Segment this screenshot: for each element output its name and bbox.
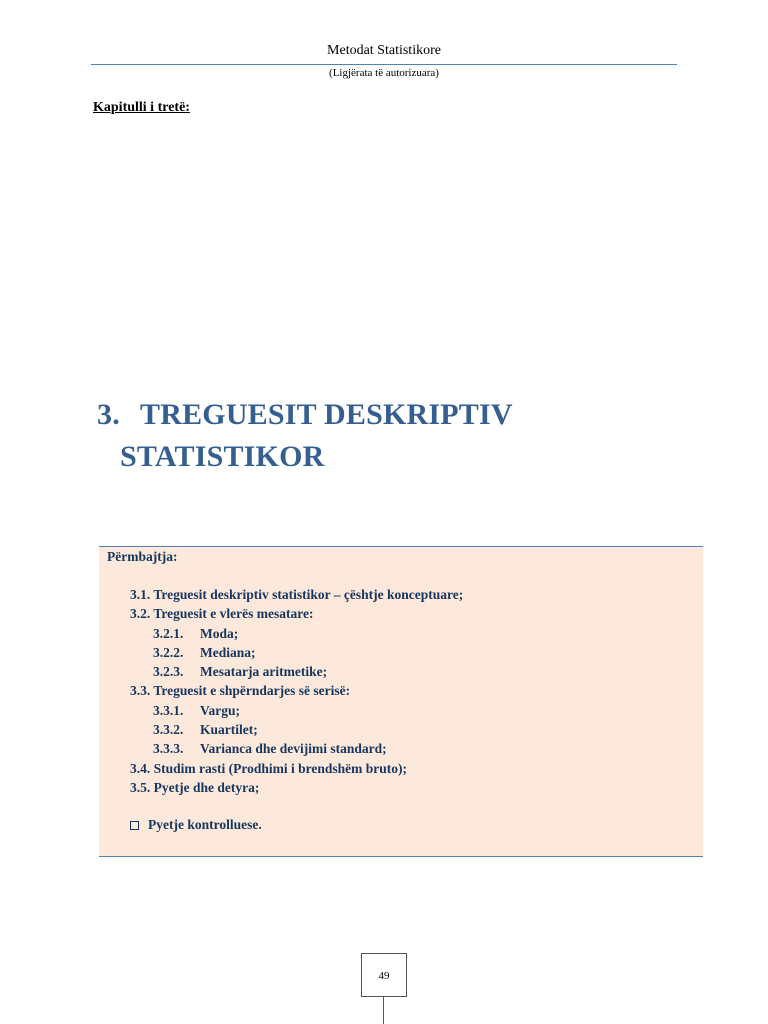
toc-item: 3.4. Studim rasti (Prodhimi i brendshëm bruto); bbox=[130, 760, 408, 776]
page-number: 49 bbox=[361, 953, 407, 997]
toc-item: 3.2.2. Mediana; bbox=[153, 644, 256, 660]
toc-item: 3.5. Pyetje dhe detyra; bbox=[130, 779, 260, 795]
toc-item: 3.2.1. Moda; bbox=[153, 625, 239, 641]
chapter-label: Kapitulli i tretë: bbox=[93, 100, 190, 115]
running-header-title: Metodat Statistikore bbox=[327, 43, 441, 58]
toc-item: 3.3. Treguesit e shpërndarjes së serisë: bbox=[130, 683, 351, 699]
toc-item: 3.2. Treguesit e vlerës mesatare: bbox=[130, 606, 314, 622]
toc-item: 3.1. Treguesit deskriptiv statistikor – çështje konceptuare; bbox=[130, 587, 464, 602]
chapter-title-line1: TREGUESIT DESKRIPTIV bbox=[140, 398, 513, 431]
toc-item: 3.3.1. Vargu; bbox=[153, 702, 241, 718]
chapter-number: 3. bbox=[97, 398, 120, 431]
header-divider bbox=[91, 64, 677, 65]
toc-list bbox=[99, 585, 703, 797]
toc-extra-item bbox=[130, 817, 262, 833]
toc-item: 3.3.2. Kuartilet; bbox=[153, 722, 258, 738]
checkbox-bullet-icon bbox=[130, 821, 139, 830]
chapter-heading bbox=[97, 394, 513, 478]
chapter-title-line2: STATISTIKOR bbox=[120, 440, 325, 473]
toc-item: 3.2.3. Mesatarja aritmetike; bbox=[153, 664, 328, 680]
table-of-contents-box bbox=[99, 546, 703, 857]
toc-extra-label: Pyetje kontrolluese. bbox=[148, 817, 262, 832]
toc-title: Përmbajtja: bbox=[107, 549, 178, 564]
page-number-stem bbox=[383, 997, 384, 1024]
toc-item: 3.3.3. Varianca dhe devijimi standard; bbox=[153, 741, 387, 757]
running-header-subtitle: (Ligjërata të autorizuara) bbox=[329, 67, 439, 79]
